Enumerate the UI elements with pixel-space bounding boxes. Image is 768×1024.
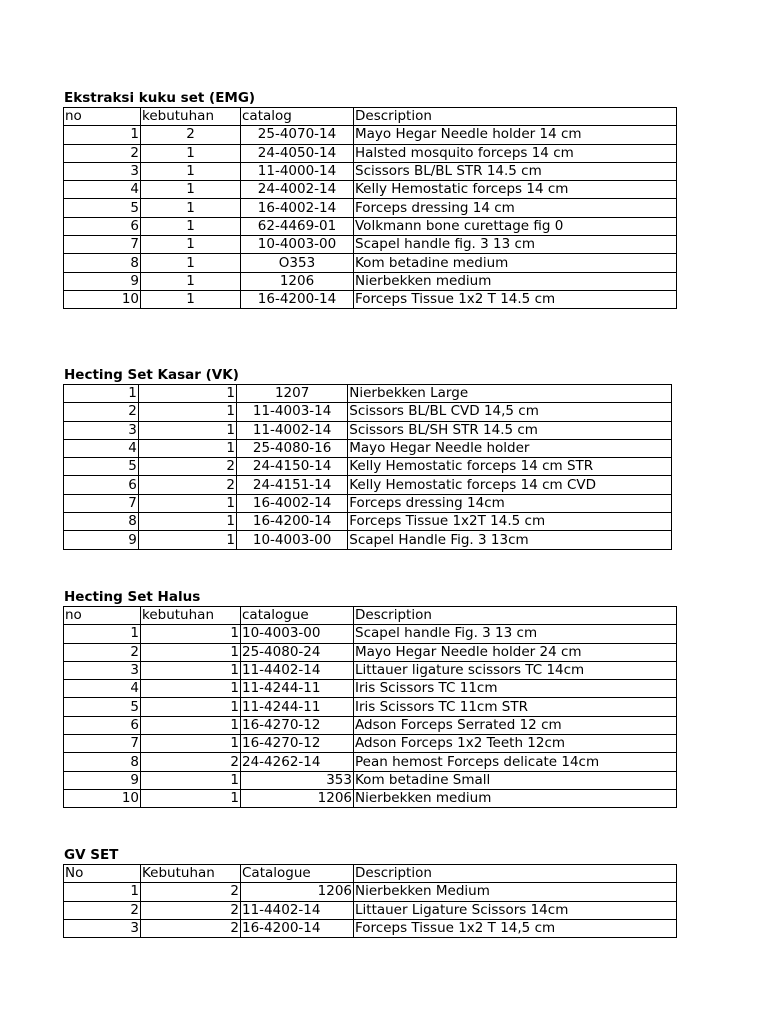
header-qty: kebutuhan	[141, 607, 241, 625]
cell-description: Kom betadine Small	[354, 771, 677, 789]
cell-description: Forceps dressing 14 cm	[354, 199, 677, 217]
cell-catalog: 24-4262-14	[241, 753, 354, 771]
cell-description: Halsted mosquito forceps 14 cm	[354, 144, 677, 162]
cell-no: 7	[64, 494, 139, 512]
cell-no: 2	[64, 643, 141, 661]
cell-description: Forceps dressing 14cm	[348, 494, 672, 512]
cell-no: 3	[64, 919, 141, 937]
table-row	[64, 661, 677, 679]
cell-catalog: 16-4200-14	[236, 513, 347, 531]
cell-qty: 1	[138, 403, 236, 421]
cell-qty: 1	[141, 789, 241, 807]
cell-description: Iris Scissors TC 11cm STR	[354, 698, 677, 716]
table-row	[64, 126, 677, 144]
cell-no: 3	[64, 421, 139, 439]
cell-no: 3	[64, 661, 141, 679]
cell-description: Kelly Hemostatic forceps 14 cm STR	[348, 458, 672, 476]
cell-qty: 1	[138, 421, 236, 439]
header-description: Description	[354, 108, 677, 126]
table-row	[64, 199, 677, 217]
cell-no: 4	[64, 439, 139, 457]
cell-qty: 2	[141, 901, 241, 919]
cell-qty: 1	[138, 531, 236, 549]
cell-qty: 2	[141, 883, 241, 901]
cell-catalog: 16-4002-14	[236, 494, 347, 512]
cell-description: Nierbekken medium	[354, 272, 677, 290]
cell-no: 4	[64, 680, 141, 698]
cell-catalog: 24-4151-14	[236, 476, 347, 494]
cell-qty: 1	[141, 272, 241, 290]
table-row	[64, 494, 672, 512]
cell-description: Mayo Hegar Needle holder 14 cm	[354, 126, 677, 144]
cell-qty: 2	[141, 919, 241, 937]
header-catalog: catalogue	[241, 607, 354, 625]
cell-description: Scissors BL/BL STR 14.5 cm	[354, 162, 677, 180]
table-row	[64, 181, 677, 199]
cell-catalog: 24-4150-14	[236, 458, 347, 476]
header-no: no	[64, 607, 141, 625]
table-row	[64, 476, 672, 494]
cell-catalog: 11-4002-14	[236, 421, 347, 439]
table-row	[64, 458, 672, 476]
cell-description: Scissors BL/BL CVD 14,5 cm	[348, 403, 672, 421]
table-row	[64, 385, 672, 403]
cell-no: 4	[64, 181, 141, 199]
cell-qty: 1	[141, 144, 241, 162]
cell-catalog: 1207	[236, 385, 347, 403]
cell-no: 8	[64, 513, 139, 531]
table-hecting-set-halus	[63, 606, 677, 808]
table-row	[64, 789, 677, 807]
table-row	[64, 217, 677, 235]
cell-description: Forceps Tissue 1x2 T 14.5 cm	[354, 290, 677, 308]
cell-catalog: 10-4003-00	[236, 531, 347, 549]
table-header-row	[64, 108, 677, 126]
section-ekstraksi-kuku-set	[63, 89, 672, 309]
table-header-row	[64, 865, 677, 883]
cell-no: 5	[64, 698, 141, 716]
cell-description: Scapel handle fig. 3 13 cm	[354, 236, 677, 254]
table-row	[64, 625, 677, 643]
cell-no: 2	[64, 403, 139, 421]
cell-qty: 1	[141, 254, 241, 272]
cell-qty: 1	[141, 217, 241, 235]
cell-no: 6	[64, 217, 141, 235]
cell-description: Scapel handle Fig. 3 13 cm	[354, 625, 677, 643]
header-no: no	[64, 108, 141, 126]
section-title: GV SET	[64, 847, 119, 863]
cell-description: Adson Forceps 1x2 Teeth 12cm	[354, 735, 677, 753]
header-description: Description	[354, 865, 677, 883]
cell-catalog: 16-4002-14	[241, 199, 354, 217]
table-row	[64, 272, 677, 290]
header-no: No	[64, 865, 141, 883]
cell-no: 3	[64, 162, 141, 180]
table-row	[64, 643, 677, 661]
header-qty: Kebutuhan	[141, 865, 241, 883]
section-gv-set	[63, 846, 672, 938]
cell-no: 1	[64, 385, 139, 403]
section-hecting-set-kasar	[63, 366, 672, 550]
section-title: Hecting Set Halus	[64, 589, 201, 605]
cell-catalog: 11-4000-14	[241, 162, 354, 180]
cell-no: 5	[64, 199, 141, 217]
cell-catalog: 25-4080-16	[236, 439, 347, 457]
cell-catalog: 11-4244-11	[241, 698, 354, 716]
cell-catalog: 11-4402-14	[241, 901, 354, 919]
cell-description: Volkmann bone curettage fig 0	[354, 217, 677, 235]
cell-description: Forceps Tissue 1x2 T 14,5 cm	[354, 919, 677, 937]
table-row	[64, 680, 677, 698]
cell-catalog: 25-4080-24	[241, 643, 354, 661]
cell-no: 8	[64, 753, 141, 771]
cell-description: Nierbekken Medium	[354, 883, 677, 901]
cell-qty: 2	[141, 753, 241, 771]
table-row	[64, 698, 677, 716]
table-row	[64, 901, 677, 919]
cell-qty: 1	[141, 661, 241, 679]
cell-description: Forceps Tissue 1x2T 14.5 cm	[348, 513, 672, 531]
table-ekstraksi-kuku-set	[63, 107, 677, 309]
cell-no: 9	[64, 771, 141, 789]
cell-no: 9	[64, 272, 141, 290]
cell-qty: 1	[138, 385, 236, 403]
table-row	[64, 753, 677, 771]
header-qty: kebutuhan	[141, 108, 241, 126]
cell-description: Nierbekken Large	[348, 385, 672, 403]
cell-qty: 1	[141, 735, 241, 753]
cell-catalog: 24-4050-14	[241, 144, 354, 162]
section-title: Ekstraksi kuku set (EMG)	[64, 90, 256, 106]
cell-catalog: 62-4469-01	[241, 217, 354, 235]
cell-description: Pean hemost Forceps delicate 14cm	[354, 753, 677, 771]
cell-description: Mayo Hegar Needle holder	[348, 439, 672, 457]
cell-catalog: 25-4070-14	[241, 126, 354, 144]
cell-qty: 1	[141, 199, 241, 217]
cell-no: 10	[64, 789, 141, 807]
cell-description: Kelly Hemostatic forceps 14 cm CVD	[348, 476, 672, 494]
cell-qty: 1	[141, 771, 241, 789]
cell-qty: 1	[141, 716, 241, 734]
cell-no: 5	[64, 458, 139, 476]
cell-no: 10	[64, 290, 141, 308]
table-row	[64, 254, 677, 272]
cell-catalog: 16-4270-12	[241, 735, 354, 753]
table-row	[64, 531, 672, 549]
section-title: Hecting Set Kasar (VK)	[64, 367, 239, 383]
cell-qty: 1	[141, 236, 241, 254]
cell-qty: 1	[141, 680, 241, 698]
cell-catalog: O353	[241, 254, 354, 272]
cell-qty: 2	[138, 476, 236, 494]
table-row	[64, 716, 677, 734]
cell-no: 9	[64, 531, 139, 549]
cell-qty: 2	[141, 126, 241, 144]
cell-description: Mayo Hegar Needle holder 24 cm	[354, 643, 677, 661]
cell-description: Iris Scissors TC 11cm	[354, 680, 677, 698]
cell-description: Nierbekken medium	[354, 789, 677, 807]
cell-catalog: 11-4244-11	[241, 680, 354, 698]
cell-catalog: 10-4003-00	[241, 236, 354, 254]
cell-catalog: 353	[241, 771, 354, 789]
cell-qty: 1	[141, 643, 241, 661]
cell-qty: 1	[138, 494, 236, 512]
cell-no: 1	[64, 883, 141, 901]
table-header-row	[64, 607, 677, 625]
cell-qty: 1	[138, 439, 236, 457]
cell-description: Littauer ligature scissors TC 14cm	[354, 661, 677, 679]
cell-description: Scapel Handle Fig. 3 13cm	[348, 531, 672, 549]
cell-catalog: 16-4200-14	[241, 290, 354, 308]
cell-description: Littauer Ligature Scissors 14cm	[354, 901, 677, 919]
cell-description: Scissors BL/SH STR 14.5 cm	[348, 421, 672, 439]
table-row	[64, 290, 677, 308]
table-row	[64, 513, 672, 531]
cell-no: 1	[64, 126, 141, 144]
cell-no: 8	[64, 254, 141, 272]
header-description: Description	[354, 607, 677, 625]
cell-catalog: 1206	[241, 272, 354, 290]
cell-catalog: 24-4002-14	[241, 181, 354, 199]
cell-catalog: 11-4402-14	[241, 661, 354, 679]
cell-description: Kom betadine medium	[354, 254, 677, 272]
cell-no: 2	[64, 144, 141, 162]
table-row	[64, 144, 677, 162]
table-row	[64, 403, 672, 421]
cell-catalog: 16-4200-14	[241, 919, 354, 937]
cell-no: 1	[64, 625, 141, 643]
cell-qty: 1	[141, 625, 241, 643]
header-catalog: catalog	[241, 108, 354, 126]
table-row	[64, 421, 672, 439]
section-hecting-set-halus	[63, 588, 672, 808]
cell-catalog: 1206	[241, 883, 354, 901]
cell-qty: 1	[141, 698, 241, 716]
table-gv-set	[63, 864, 677, 938]
cell-qty: 1	[141, 162, 241, 180]
cell-no: 2	[64, 901, 141, 919]
cell-qty: 1	[141, 181, 241, 199]
table-hecting-set-kasar	[63, 384, 672, 550]
cell-description: Kelly Hemostatic forceps 14 cm	[354, 181, 677, 199]
table-row	[64, 919, 677, 937]
table-row	[64, 883, 677, 901]
cell-catalog: 16-4270-12	[241, 716, 354, 734]
cell-catalog: 1206	[241, 789, 354, 807]
cell-no: 6	[64, 476, 139, 494]
cell-catalog: 11-4003-14	[236, 403, 347, 421]
table-row	[64, 236, 677, 254]
table-row	[64, 162, 677, 180]
table-row	[64, 439, 672, 457]
cell-qty: 1	[138, 513, 236, 531]
cell-no: 6	[64, 716, 141, 734]
cell-no: 7	[64, 735, 141, 753]
cell-qty: 1	[141, 290, 241, 308]
header-catalog: Catalogue	[241, 865, 354, 883]
cell-description: Adson Forceps Serrated 12 cm	[354, 716, 677, 734]
cell-no: 7	[64, 236, 141, 254]
table-row	[64, 735, 677, 753]
cell-catalog: 10-4003-00	[241, 625, 354, 643]
cell-qty: 2	[138, 458, 236, 476]
table-row	[64, 771, 677, 789]
